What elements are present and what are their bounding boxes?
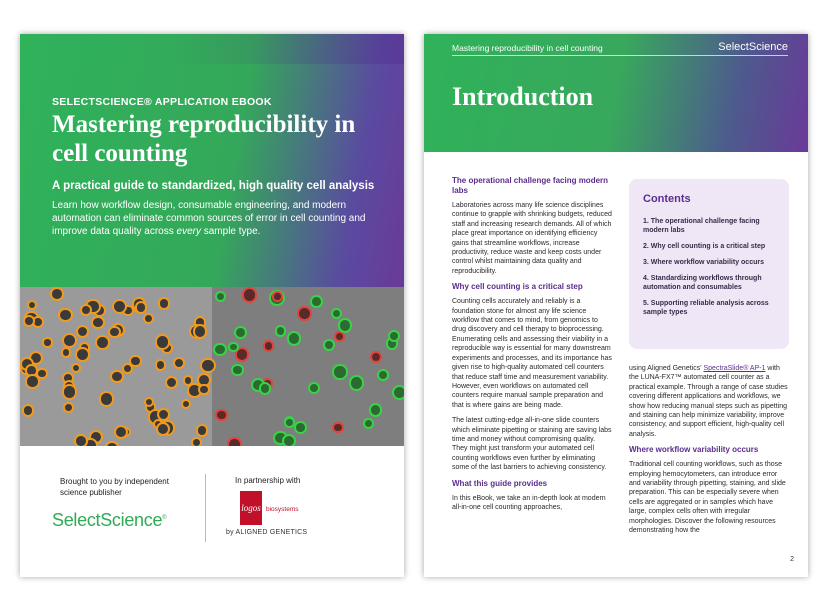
brought-by-text: Brought to you by independent science publisher (60, 477, 169, 497)
cover-desc-part2: sample type. (200, 226, 261, 237)
cell (369, 403, 383, 417)
cell (108, 326, 120, 338)
cell (58, 308, 72, 322)
cover-subtitle: A practical guide to standardized, high quality cell analysis (52, 180, 375, 192)
cell (99, 391, 115, 407)
contents-item[interactable]: 1. The operational challenge facing modern labs (643, 218, 760, 234)
paragraph: The latest cutting-edge all-in-one slide counters which eliminate pipetting or staining are saving labs time and money without compromising quality. They might just transform your automated cell counting workflows even further by eliminating some of the last barriers to achieving consistency. (452, 417, 612, 472)
contents-title: Contents (643, 193, 691, 205)
section-heading: The operational challenge facing modern labs (452, 176, 609, 195)
cell (363, 418, 374, 429)
cover-desc-part1: Learn how workflow design, consumable engineering, and modern automation can eliminate common sources of error in cell counting and improve data quality across (52, 200, 366, 237)
cover-footer (20, 446, 404, 577)
cell (62, 333, 77, 348)
registered-mark: ® (162, 515, 167, 521)
cell (158, 297, 170, 309)
header-logo: SelectScience (718, 41, 788, 53)
paragraph: Counting cells accurately and reliably is a foundation stone for almost any life science workflow that comes to mind, from genomics to drug discovery and cell therapy to bioprocessing. Enumerating cells and assessing their viability in a reproducible way is essential for many downstream experiments and processes, and its importance has given rise to high-quality automated cell counters that reduce staff time and measurement variability. However, even workflows on automated cell counters require manual sample preparation and that is where gains are being made. (452, 298, 612, 409)
paragraph-text: with the LUNA-FX7™ automated cell counter as a practical example. Through a range of case studies covering different applications and workflows, we show how reducing manual steps such as pipetting and staining can help minimize variability, improve consistency, and support efficient, high-quality cell analysis. (629, 365, 788, 438)
cell (388, 330, 400, 342)
header-rule (452, 55, 788, 56)
cell (332, 422, 343, 433)
cell (287, 331, 302, 346)
cover-title: Mastering reproducibility in cell counting (52, 111, 356, 167)
cell (332, 364, 347, 379)
cell (110, 370, 123, 383)
cell (200, 358, 215, 373)
cell (242, 287, 257, 302)
contents-list (643, 217, 783, 324)
logos-logo: logos (240, 491, 262, 525)
cell (392, 385, 404, 400)
cover-eyebrow: SELECTSCIENCE® APPLICATION EBOOK (52, 96, 272, 108)
spectraslide-link[interactable]: SpectraSlide® AP-1 (703, 365, 766, 372)
cell (62, 384, 77, 399)
footer-divider (205, 474, 206, 542)
paragraph: Traditional cell counting workflows, such as those employing hemocytometers, can introduce error and variability through pipetting, staining, and slide preparation. This can be especially severe when cells are aggregated or in samples which have large, complex cells often with irregular morphologies. Discover the following resources demonstrating how the (629, 461, 786, 535)
section-heading: Where workflow variability occurs (629, 445, 759, 455)
cell (215, 409, 228, 422)
cover-desc-emphasis: every (176, 226, 201, 237)
contents-item[interactable]: 5. Supporting reliable analysis across sample types (643, 300, 769, 316)
contents-box (629, 179, 789, 349)
cell (76, 325, 89, 338)
cell (129, 355, 141, 367)
cell (193, 324, 207, 338)
cell (310, 295, 323, 308)
paragraph (629, 364, 789, 439)
left-column (452, 176, 612, 518)
cell (135, 301, 148, 314)
partnership-text: In partnership with (235, 476, 301, 485)
aligned-genetics-text: by ALIGNED GENETICS (226, 529, 308, 536)
cell (198, 384, 209, 395)
cover-header (20, 34, 404, 287)
cell (181, 399, 191, 409)
cell (284, 417, 295, 428)
cell (42, 337, 52, 347)
cell (228, 342, 238, 352)
contents-item[interactable]: 3. Where workflow variability occurs (643, 259, 764, 266)
cell (155, 334, 170, 349)
cell (27, 300, 37, 310)
page-title: Introduction (452, 82, 594, 111)
selectscience-logo (52, 510, 166, 531)
cover-header-band (20, 34, 404, 64)
cell (61, 347, 71, 357)
selectscience-logo-text: SelectScience (52, 510, 163, 530)
cell (263, 340, 274, 351)
right-column (629, 364, 789, 542)
cell (349, 375, 364, 390)
section-heading: What this guide provides (452, 478, 548, 488)
cell (275, 325, 286, 336)
cell (234, 326, 247, 339)
cell (215, 291, 226, 302)
running-title: Mastering reproducibility in cell counting (452, 43, 603, 53)
cell (25, 374, 39, 388)
paragraph: Laboratories across many life science disciplines continue to grapple with shrinking budgets, reduced staff and increasing research demands. All of which place great importance on identifying efficiency gains that streamline workflows, increase productivity, reduce waste and keep costs under control whilst maintaining data quality and reproducibility. (452, 202, 612, 275)
cell (91, 316, 105, 330)
contents-item[interactable]: 2. Why cell counting is a critical step (643, 243, 766, 250)
cell (213, 343, 227, 357)
page-header (424, 34, 808, 152)
cell (259, 382, 272, 395)
contents-item[interactable]: 4. Standardizing workflows through automation and consumables (643, 275, 762, 291)
cell (156, 422, 170, 436)
cell (144, 397, 154, 407)
biosystems-text: biosystems (266, 506, 299, 513)
cell (338, 318, 352, 332)
cell (22, 404, 35, 417)
cell (323, 339, 335, 351)
cell (155, 359, 167, 371)
cell (272, 291, 282, 301)
introduction-page (424, 34, 808, 577)
cell (63, 402, 74, 413)
paragraph: In this eBook, we take an in-depth look at modern all-in-one cell counting approaches, (452, 494, 606, 511)
cell (308, 382, 320, 394)
section-heading: Why cell counting is a critical step (452, 282, 583, 292)
page-number: 2 (790, 556, 794, 563)
cell (50, 287, 64, 301)
cover-page (20, 34, 404, 577)
cover-description (52, 199, 387, 238)
paragraph-text: using Aligned Genetics' (629, 365, 704, 372)
cell (294, 421, 307, 434)
